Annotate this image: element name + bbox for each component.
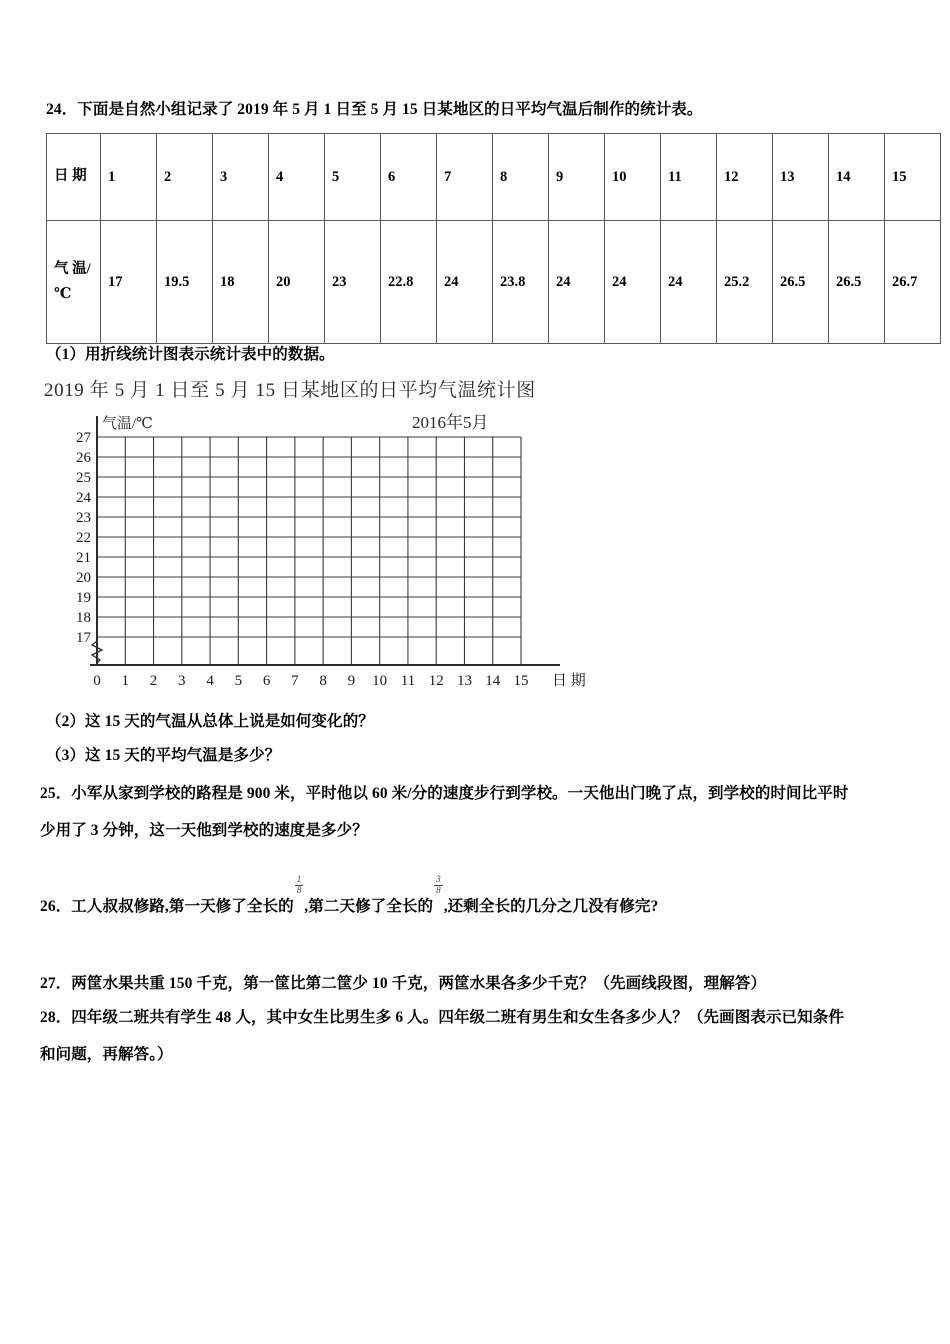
question-27 — [40, 972, 930, 996]
question-24-sub1: （1）用折线统计图表示统计表中的数据。 — [46, 346, 335, 363]
table-cell-date: 13 — [773, 134, 829, 221]
fraction-one-eighth: $\frac{1}{8}$ — [296, 874, 302, 895]
table-cell-date: 6 — [381, 134, 437, 221]
table-cell-temp: 23 — [325, 221, 381, 344]
question-28-line1: 28．四年级二班共有学生 48 人，其中女生比男生多 6 人。四年级二班有男生和女生各多少人？（先画图表示已知条件 — [40, 1009, 844, 1026]
svg-text:13: 13 — [456, 673, 472, 689]
svg-text:20: 20 — [76, 570, 91, 586]
table-cell-date: 4 — [269, 134, 325, 221]
table-cell-temp: 22.8 — [381, 221, 437, 344]
svg-text:27: 27 — [76, 430, 91, 446]
table-cell-temp: 26.7 — [885, 221, 941, 344]
x-tick-labels — [93, 673, 528, 689]
grid-lines — [97, 437, 521, 665]
svg-text:4: 4 — [206, 673, 214, 689]
svg-text:0: 0 — [93, 673, 101, 689]
svg-text:2: 2 — [149, 673, 158, 689]
svg-text:11: 11 — [400, 673, 416, 689]
table-cell-date: 7 — [437, 134, 493, 221]
y-tick-labels — [76, 430, 92, 646]
svg-text:6: 6 — [262, 673, 271, 689]
temperature-table — [46, 133, 941, 344]
line-chart-grid — [60, 412, 620, 697]
svg-text:5: 5 — [234, 673, 243, 689]
chart-annotation: 2016年5月 — [412, 413, 489, 432]
svg-text:12: 12 — [428, 673, 444, 689]
svg-text:8: 8 — [319, 673, 327, 689]
svg-text:15: 15 — [513, 673, 529, 689]
row-header-date: 日 期 — [47, 134, 101, 221]
table-cell-temp: 26.5 — [829, 221, 885, 344]
question-26 — [40, 874, 930, 919]
question-24-sub2: （2）这 15 天的气温从总体上说是如何变化的？ — [46, 713, 374, 730]
table-cell-temp: 18 — [213, 221, 269, 344]
svg-text:9: 9 — [347, 673, 356, 689]
table-row-dates — [47, 134, 941, 221]
table-cell-temp: 24 — [605, 221, 661, 344]
x-axis-label: 日 期 — [552, 673, 586, 689]
question-25 — [40, 782, 930, 843]
fraction-three-eighths: $\frac{3}{8}$ — [436, 874, 441, 895]
svg-text:18: 18 — [76, 610, 91, 626]
question-28-line2: 和问题，再解答。） — [40, 1046, 173, 1064]
svg-text:25: 25 — [76, 470, 91, 486]
svg-text:19: 19 — [76, 590, 91, 606]
svg-text:24: 24 — [76, 490, 91, 506]
question-24-stem: 24．下面是自然小组记录了 2019 年 5 月 1 日至 5 月 15 日某地区的日平均气温后制作的统计表。 — [46, 101, 703, 118]
table-cell-temp: 24 — [661, 221, 717, 344]
y-axis-label: 气温/℃ — [102, 416, 153, 432]
table-cell-temp: 25.2 — [717, 221, 773, 344]
question-26-part2: ,第二天修了全长的 — [304, 898, 434, 915]
table-cell-temp: 24 — [437, 221, 493, 344]
question-25-line1: 25．小军从家到学校的路程是 900 米，平时他以 60 米/分的速度步行到学校。一天他出门晚了点，到学校的时间比平时 — [40, 785, 849, 802]
table-cell-date: 15 — [885, 134, 941, 221]
table-cell-date: 2 — [157, 134, 213, 221]
chart-axes — [90, 416, 560, 665]
table-cell-date: 3 — [213, 134, 269, 221]
chart-title: 2019 年 5 月 1 日至 5 月 15 日某地区的日平均气温统计图 — [44, 380, 536, 401]
svg-text:22: 22 — [76, 530, 91, 546]
table-cell-date: 14 — [829, 134, 885, 221]
svg-text:3: 3 — [178, 673, 186, 689]
svg-text:17: 17 — [76, 630, 91, 646]
question-25-line2: 少用了 3 分钟，这一天他到学校的速度是多少？ — [40, 822, 368, 840]
table-cell-temp: 26.5 — [773, 221, 829, 344]
table-cell-date: 10 — [605, 134, 661, 221]
table-cell-temp: 23.8 — [493, 221, 549, 344]
table-cell-date: 5 — [325, 134, 381, 221]
question-24-sub3: （3）这 15 天的平均气温是多少？ — [46, 747, 281, 764]
table-cell-date: 8 — [493, 134, 549, 221]
table-cell-date: 12 — [717, 134, 773, 221]
question-26-part1: 26．工人叔叔修路,第一天修了全长的 — [40, 898, 294, 915]
table-cell-temp: 19.5 — [157, 221, 213, 344]
question-28 — [40, 1006, 930, 1067]
svg-text:14: 14 — [485, 673, 501, 689]
table-cell-temp: 24 — [549, 221, 605, 344]
table-cell-date: 11 — [661, 134, 717, 221]
question-27-line1: 27．两筐水果共重 150 千克，第一筐比第二筐少 10 千克，两筐水果各多少千克？（先画线段图，理解答） — [40, 975, 767, 992]
table-cell-date: 9 — [549, 134, 605, 221]
svg-text:23: 23 — [76, 510, 91, 526]
svg-text:26: 26 — [76, 450, 91, 466]
table-cell-temp: 20 — [269, 221, 325, 344]
question-26-part3: ,还剩全长的几分之几没有修完? — [443, 898, 659, 915]
svg-text:7: 7 — [291, 673, 299, 689]
table-row-temps — [47, 221, 941, 344]
table-cell-temp: 17 — [101, 221, 157, 344]
table-cell-date: 1 — [101, 134, 157, 221]
svg-text:10: 10 — [372, 673, 388, 689]
svg-text:1: 1 — [121, 673, 130, 689]
svg-text:21: 21 — [76, 550, 91, 566]
row-header-temperature: 气 温/ ℃ — [47, 221, 101, 344]
